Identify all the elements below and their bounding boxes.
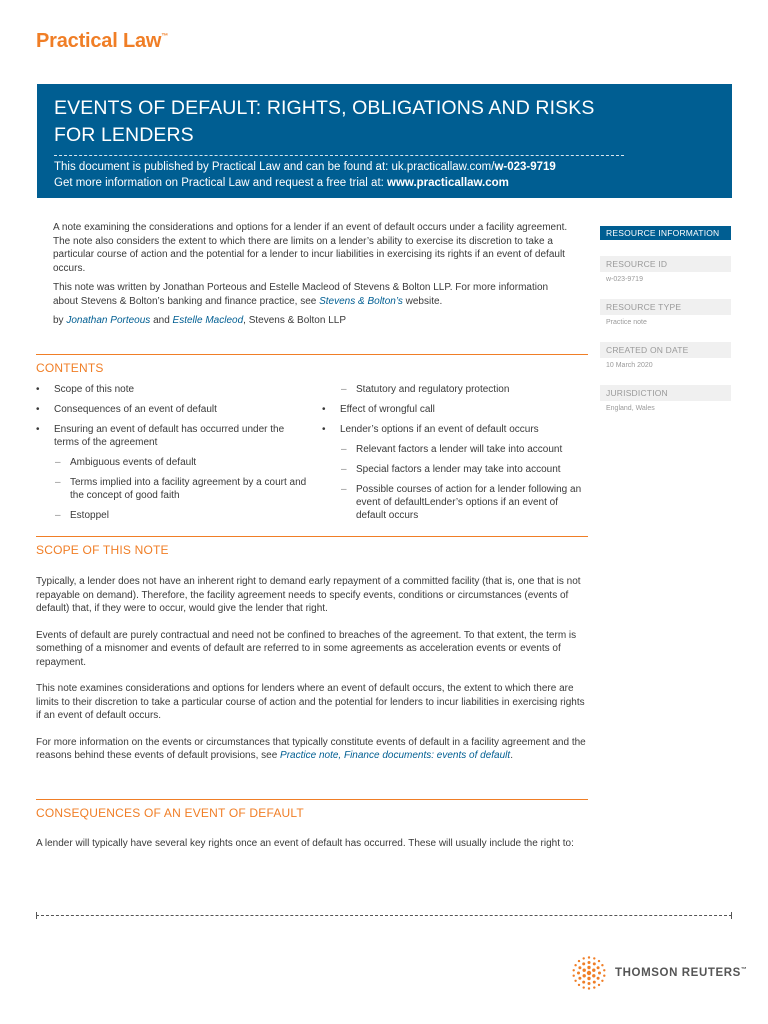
- thomson-reuters-wordmark: THOMSON REUTERS™: [615, 967, 748, 979]
- jurisdiction-label: JURISDICTION: [600, 385, 731, 401]
- toc-subitem-special-factors[interactable]: – Special factors a lender may take into account: [341, 464, 561, 475]
- toc-subitem-courses-of-action[interactable]: – Possible courses of action for a lender following an event of defaultLender’s options if an event of default occurs: [341, 484, 582, 521]
- practical-law-url-link[interactable]: www.practicallaw.com: [387, 176, 509, 189]
- resource-information-panel: [600, 226, 731, 412]
- events-of-default-practice-note-link[interactable]: Practice note, Finance documents: events of default: [280, 750, 511, 761]
- created-date-value: 10 March 2020: [606, 362, 653, 369]
- resource-type-label: RESOURCE TYPE: [600, 299, 731, 315]
- resource-id-label: RESOURCE ID: [600, 256, 731, 272]
- consequences-paragraph: A lender will typically have several key rights once an event of default has occurred. These will usually include the right to:: [36, 838, 574, 849]
- toc-subitem-ambiguous[interactable]: – Ambiguous events of default: [55, 457, 197, 468]
- stevens-bolton-link[interactable]: Stevens & Bolton’s: [319, 295, 403, 307]
- resource-id-value: w-023-9719: [606, 276, 643, 283]
- author-link-porteous[interactable]: Jonathan Porteous: [66, 315, 151, 326]
- scope-paragraph: Events of default are purely contractual and need not be confined to breaches of the agreement. To that extent, the term is something of a misnomer and events of default are referred to in some agreements as acceleration events or events of repayment.: [36, 629, 577, 668]
- toc-subitem-implied-terms[interactable]: – Terms implied into a facility agreement by a court and the concept of good faith: [55, 477, 307, 501]
- consequences-heading: CONSEQUENCES OF AN EVENT OF DEFAULT: [36, 799, 588, 820]
- banner-divider: [54, 155, 624, 156]
- footer-divider-end: [731, 912, 732, 919]
- document-title: EVENTS OF DEFAULT: RIGHTS, OBLIGATIONS AND RISKS FOR LENDERS: [54, 97, 595, 146]
- footer-divider-end: [36, 912, 37, 919]
- publication-info: This document is published by Practical Law and can be found at: uk.practicallaw.com/w-023-9719 Get more information on Practical Law and request a free trial at: www.practicallaw.com: [54, 161, 556, 189]
- document-id-link[interactable]: w-023-9719: [494, 161, 556, 173]
- toc-subitem-estoppel[interactable]: – Estoppel: [55, 510, 109, 521]
- toc-item-lender-options[interactable]: • Lender’s options if an event of default occurs: [322, 424, 539, 435]
- practical-law-logo: Practical Law™: [36, 30, 169, 52]
- intro-summary: A note examining the considerations and options for a lender if an event of default occurs under a facility agreement. The note also considers the extent to which there are limits on a lender’s ability to exercise its discretion to take a particular course of action and the potential for a lender to incur liabilities in exercising its rights if an event of default occurs.: [53, 222, 568, 274]
- toc-subitem-statutory[interactable]: – Statutory and regulatory protection: [341, 384, 510, 395]
- scope-heading: SCOPE OF THIS NOTE: [36, 536, 588, 557]
- toc-item-scope[interactable]: • Scope of this note: [36, 384, 135, 395]
- consequences-section: [36, 837, 586, 864]
- thomson-reuters-emblem-icon: [571, 955, 607, 991]
- author-link-macleod[interactable]: Estelle Macleod: [172, 315, 244, 326]
- resource-information-heading: RESOURCE INFORMATION: [600, 226, 731, 240]
- toc-item-wrongful-call[interactable]: • Effect of wrongful call: [322, 404, 435, 415]
- intro: [53, 221, 573, 334]
- scope-paragraph: For more information on the events or circumstances that typically constitute events of default in a facility agreement and the reasons behind these events of default provisions, see Practice note, Finance documents: events of default.: [36, 736, 586, 761]
- footer-divider: [36, 915, 732, 916]
- byline: by Jonathan Porteous and Estelle Macleod, Stevens & Bolton LLP: [53, 315, 346, 326]
- scope-section: [36, 575, 586, 776]
- jurisdiction-value: England, Wales: [606, 405, 655, 412]
- intro-authorship: This note was written by Jonathan Porteous and Estelle Macleod of Stevens & Bolton LLP. For more information about Stevens & Bolton’s banking and finance practice, see Stevens & Bolton’s website.: [53, 282, 549, 307]
- title-banner: [37, 84, 732, 198]
- contents-list-left: [36, 383, 311, 529]
- thomson-reuters-logo: [571, 955, 748, 991]
- scope-paragraph: This note examines considerations and options for lenders where an event of default occurs, the extent to which there are limits to their discretion to take a particular course of action and the potential for lenders to incur liabilities in exercising rights if an event of default occurs.: [36, 683, 585, 721]
- toc-subitem-relevant-factors[interactable]: – Relevant factors a lender will take into account: [341, 444, 563, 455]
- contents-list-right: [322, 383, 587, 529]
- toc-item-ensuring[interactable]: • Ensuring an event of default has occurred under the terms of the agreement: [36, 424, 285, 448]
- contents-heading: CONTENTS: [36, 354, 588, 375]
- scope-paragraph: Typically, a lender does not have an inherent right to demand early repayment of a committed facility (that is, one that is not repayable on demand). Therefore, the facility agreement needs to specify events, conditions or circumstances (events of default) that, if they were to occur, would give the lender that right.: [36, 576, 581, 614]
- resource-type-value: Practice note: [606, 319, 647, 326]
- created-date-label: CREATED ON DATE: [600, 342, 731, 358]
- toc-item-consequences[interactable]: • Consequences of an event of default: [36, 404, 217, 415]
